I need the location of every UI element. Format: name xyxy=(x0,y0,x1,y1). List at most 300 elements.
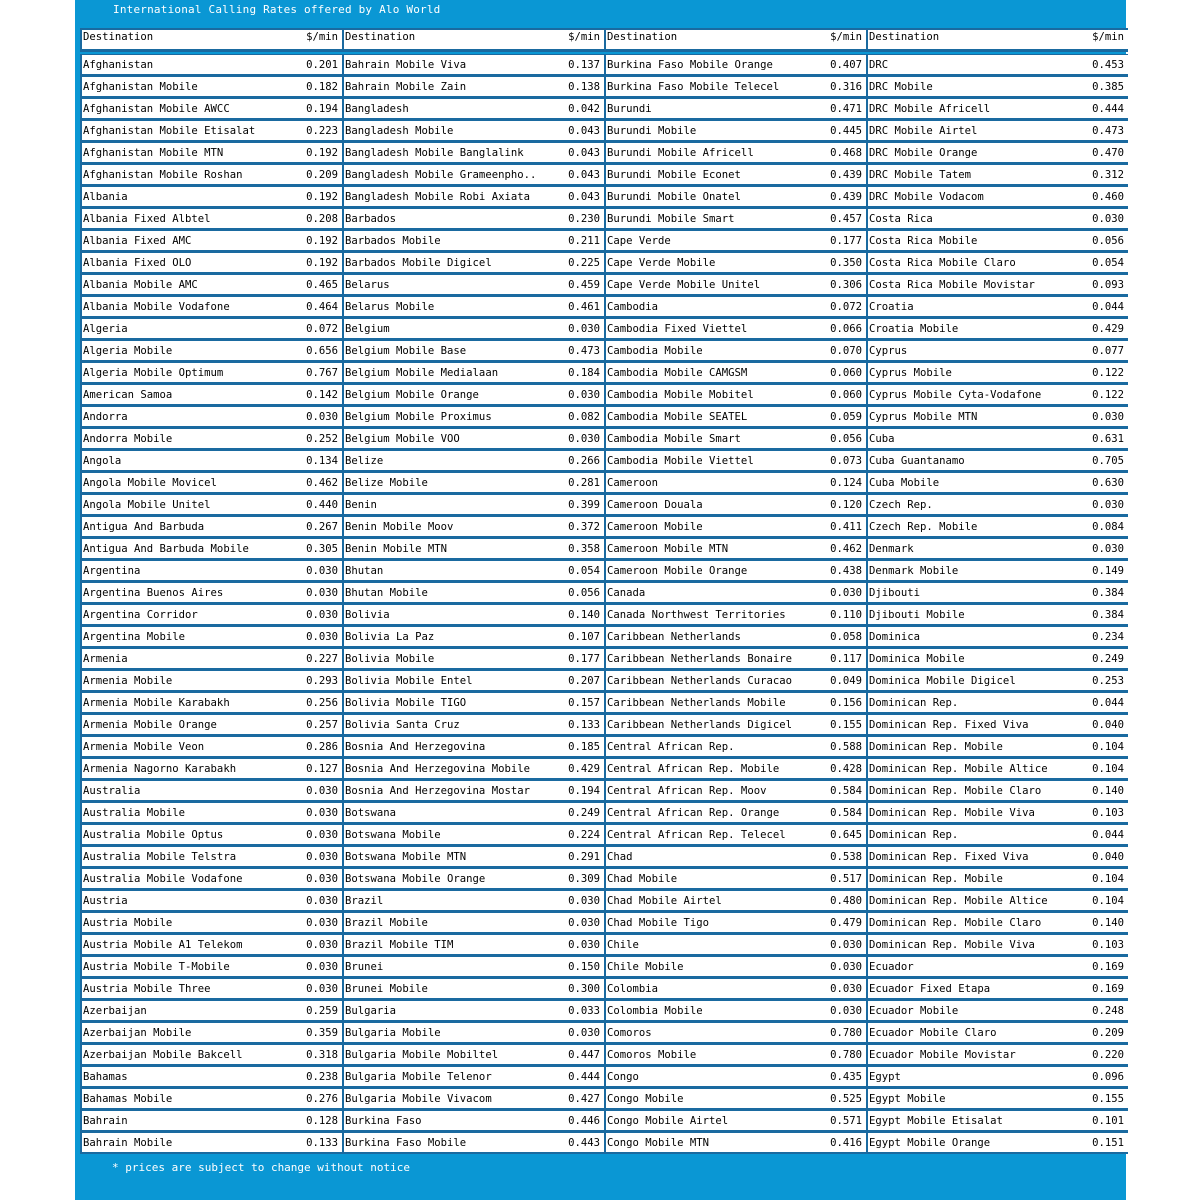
table-row xyxy=(80,384,342,406)
destination-cell: Argentina Buenos Aires xyxy=(83,586,224,599)
rate-cell: 0.440 xyxy=(306,498,338,511)
table-row xyxy=(604,780,866,802)
table-row xyxy=(342,670,604,692)
destination-cell: Bolivia Mobile TIGO xyxy=(345,696,467,709)
table-row xyxy=(80,516,342,538)
destination-cell: Bulgaria Mobile Telenor xyxy=(345,1070,492,1083)
table-row xyxy=(342,450,604,472)
rate-cell: 0.142 xyxy=(306,388,338,401)
rate-cell: 0.588 xyxy=(830,740,862,753)
destination-cell: Ecuador Fixed Etapa xyxy=(869,982,991,995)
table-row xyxy=(342,736,604,758)
table-row xyxy=(80,406,342,428)
table-row xyxy=(604,956,866,978)
table-row xyxy=(80,714,342,736)
table-row xyxy=(604,846,866,868)
table-row xyxy=(342,406,604,428)
rate-cell: 0.429 xyxy=(1092,322,1124,335)
table-row xyxy=(342,186,604,208)
destination-cell: Brazil Mobile xyxy=(345,916,428,929)
table-row xyxy=(866,252,1128,274)
destination-cell: Austria Mobile Three xyxy=(83,982,211,995)
destination-cell: Ecuador xyxy=(869,960,914,973)
rate-cell: 0.150 xyxy=(568,960,600,973)
table-row xyxy=(866,912,1128,934)
rate-cell: 0.459 xyxy=(568,278,600,291)
rate-cell: 0.128 xyxy=(306,1114,338,1127)
table-row xyxy=(866,1110,1128,1132)
rate-cell: 0.072 xyxy=(830,300,862,313)
table-row xyxy=(342,76,604,98)
rate-cell: 0.439 xyxy=(830,190,862,203)
destination-cell: Comoros xyxy=(607,1026,652,1039)
table-row xyxy=(80,582,342,604)
rate-cell: 0.040 xyxy=(1092,718,1124,731)
destination-cell: Argentina Corridor xyxy=(83,608,198,621)
table-row xyxy=(866,1022,1128,1044)
table-row xyxy=(342,868,604,890)
rate-cell: 0.043 xyxy=(568,168,600,181)
table-row xyxy=(80,626,342,648)
rate-cell: 0.030 xyxy=(306,894,338,907)
destination-cell: Bahamas xyxy=(83,1070,128,1083)
destination-cell: Armenia Mobile Veon xyxy=(83,740,205,753)
rate-cell: 0.443 xyxy=(568,1136,600,1149)
rate-cell: 0.445 xyxy=(830,124,862,137)
destination-cell: Congo Mobile Airtel xyxy=(607,1114,729,1127)
rate-cell: 0.122 xyxy=(1092,366,1124,379)
destination-cell: Egypt Mobile Etisalat xyxy=(869,1114,1003,1127)
rate-cell: 0.140 xyxy=(1092,784,1124,797)
table-row xyxy=(80,1110,342,1132)
destination-cell: Brazil Mobile TIM xyxy=(345,938,454,951)
table-row xyxy=(342,802,604,824)
rate-cell: 0.030 xyxy=(568,938,600,951)
rate-cell: 0.429 xyxy=(568,762,600,775)
destination-cell: Belgium Mobile Orange xyxy=(345,388,479,401)
table-row xyxy=(604,274,866,296)
destination-cell: Belgium Mobile Proximus xyxy=(345,410,492,423)
destination-cell: Bahamas Mobile xyxy=(83,1092,173,1105)
table-row xyxy=(866,956,1128,978)
table-row xyxy=(866,1088,1128,1110)
rate-cell: 0.316 xyxy=(830,80,862,93)
table-row xyxy=(342,780,604,802)
destination-cell: Burkina Faso xyxy=(345,1114,422,1127)
rate-cell: 0.103 xyxy=(1092,806,1124,819)
rate-cell: 0.631 xyxy=(1092,432,1124,445)
rate-cell: 0.043 xyxy=(568,190,600,203)
destination-cell: Dominican Rep. Mobile xyxy=(869,740,1003,753)
table-row xyxy=(80,1000,342,1022)
table-row xyxy=(342,758,604,780)
table-row xyxy=(604,384,866,406)
table-row xyxy=(342,956,604,978)
table-row xyxy=(604,868,866,890)
destination-cell: Bahrain Mobile Zain xyxy=(345,80,467,93)
page-title: International Calling Rates offered by Alo World xyxy=(113,3,441,16)
rate-cell: 0.054 xyxy=(1092,256,1124,269)
rate-cell: 0.276 xyxy=(306,1092,338,1105)
destination-cell: Afghanistan Mobile Roshan xyxy=(83,168,243,181)
table-row xyxy=(604,560,866,582)
rate-cell: 0.281 xyxy=(568,476,600,489)
destination-cell: Dominican Rep. xyxy=(869,696,959,709)
table-row xyxy=(80,98,342,120)
rate-cell: 0.030 xyxy=(568,1026,600,1039)
table-row xyxy=(604,582,866,604)
table-row xyxy=(342,472,604,494)
table-row xyxy=(80,296,342,318)
destination-cell: Algeria Mobile xyxy=(83,344,173,357)
rate-cell: 0.140 xyxy=(568,608,600,621)
destination-cell: Croatia xyxy=(869,300,914,313)
table-row xyxy=(342,582,604,604)
destination-cell: Egypt Mobile Orange xyxy=(869,1136,991,1149)
destination-cell: Dominican Rep. Mobile Claro xyxy=(869,916,1042,929)
table-row xyxy=(80,604,342,626)
rate-cell: 0.192 xyxy=(306,146,338,159)
table-row xyxy=(866,1044,1128,1066)
table-row xyxy=(604,428,866,450)
rate-cell: 0.266 xyxy=(568,454,600,467)
table-row xyxy=(80,164,342,186)
table-row xyxy=(604,318,866,340)
table-row xyxy=(80,142,342,164)
table-row xyxy=(80,758,342,780)
table-row xyxy=(342,1000,604,1022)
rate-cell: 0.030 xyxy=(830,938,862,951)
destination-cell: Colombia xyxy=(607,982,659,995)
destination-cell: Cyprus Mobile Cyta-Vodafone xyxy=(869,388,1042,401)
rate-cell: 0.060 xyxy=(830,388,862,401)
destination-cell: Djibouti Mobile xyxy=(869,608,965,621)
destination-cell: Denmark xyxy=(869,542,914,555)
table-row xyxy=(604,670,866,692)
rate-cell: 0.030 xyxy=(830,960,862,973)
rate-cell: 0.093 xyxy=(1092,278,1124,291)
destination-cell: Burkina Faso Mobile Telecel xyxy=(607,80,780,93)
destination-cell: Barbados Mobile Digicel xyxy=(345,256,492,269)
rate-cell: 0.030 xyxy=(306,960,338,973)
destination-cell: Dominican Rep. Fixed Viva xyxy=(869,850,1029,863)
rate-cell: 0.140 xyxy=(1092,916,1124,929)
rates-panel xyxy=(75,0,1126,1200)
rate-cell: 0.156 xyxy=(830,696,862,709)
header-destination: Destination xyxy=(83,31,154,43)
table-row xyxy=(866,98,1128,120)
destination-cell: Botswana Mobile Orange xyxy=(345,872,486,885)
table-row xyxy=(80,428,342,450)
destination-cell: Dominican Rep. Fixed Viva xyxy=(869,718,1029,731)
table-row xyxy=(866,164,1128,186)
rate-cell: 0.453 xyxy=(1092,58,1124,71)
table-row xyxy=(80,538,342,560)
table-row xyxy=(604,1044,866,1066)
destination-cell: Bolivia Mobile xyxy=(345,652,435,665)
destination-cell: Dominican Rep. xyxy=(869,828,959,841)
destination-cell: Dominica Mobile Digicel xyxy=(869,674,1016,687)
table-row xyxy=(604,692,866,714)
destination-cell: Barbados Mobile xyxy=(345,234,441,247)
table-row xyxy=(80,362,342,384)
rate-cell: 0.525 xyxy=(830,1092,862,1105)
table-row xyxy=(604,824,866,846)
destination-cell: Cambodia Mobile xyxy=(607,344,703,357)
table-row xyxy=(604,142,866,164)
table-header xyxy=(342,28,604,52)
destination-cell: Benin Mobile Moov xyxy=(345,520,454,533)
rate-cell: 0.470 xyxy=(1092,146,1124,159)
rate-cell: 0.030 xyxy=(830,982,862,995)
rate-cell: 0.030 xyxy=(306,850,338,863)
table-row xyxy=(604,934,866,956)
header-destination: Destination xyxy=(869,31,940,43)
rate-cell: 0.122 xyxy=(1092,388,1124,401)
destination-cell: Barbados xyxy=(345,212,397,225)
table-row xyxy=(866,824,1128,846)
destination-cell: Dominica xyxy=(869,630,921,643)
rate-cell: 0.030 xyxy=(306,982,338,995)
destination-cell: Dominican Rep. Mobile Viva xyxy=(869,806,1035,819)
rate-cell: 0.137 xyxy=(568,58,600,71)
rate-cell: 0.040 xyxy=(1092,850,1124,863)
rate-cell: 0.438 xyxy=(830,564,862,577)
table-row xyxy=(866,362,1128,384)
destination-cell: Ecuador Mobile xyxy=(869,1004,959,1017)
table-row xyxy=(866,780,1128,802)
destination-cell: Brunei xyxy=(345,960,384,973)
table-header xyxy=(80,28,342,52)
table-row xyxy=(80,472,342,494)
rate-cell: 0.030 xyxy=(306,938,338,951)
destination-cell: Burkina Faso Mobile xyxy=(345,1136,467,1149)
destination-cell: Antigua And Barbuda xyxy=(83,520,205,533)
table-row xyxy=(604,186,866,208)
rate-cell: 0.030 xyxy=(306,806,338,819)
table-row xyxy=(604,802,866,824)
destination-cell: Armenia Mobile xyxy=(83,674,173,687)
table-row xyxy=(80,1022,342,1044)
table-row xyxy=(342,428,604,450)
rate-cell: 0.259 xyxy=(306,1004,338,1017)
rate-cell: 0.084 xyxy=(1092,520,1124,533)
table-row xyxy=(866,604,1128,626)
rate-cell: 0.082 xyxy=(568,410,600,423)
table-row xyxy=(80,76,342,98)
destination-cell: Bulgaria Mobile xyxy=(345,1026,441,1039)
destination-cell: Benin Mobile MTN xyxy=(345,542,448,555)
destination-cell: Central African Rep. xyxy=(607,740,735,753)
destination-cell: Caribbean Netherlands xyxy=(607,630,741,643)
table-row xyxy=(604,230,866,252)
rate-cell: 0.103 xyxy=(1092,938,1124,951)
table-row xyxy=(342,604,604,626)
rate-cell: 0.211 xyxy=(568,234,600,247)
rate-cell: 0.427 xyxy=(568,1092,600,1105)
rate-cell: 0.054 xyxy=(568,564,600,577)
destination-cell: Congo xyxy=(607,1070,639,1083)
rate-cell: 0.435 xyxy=(830,1070,862,1083)
destination-cell: Albania Fixed OLO xyxy=(83,256,192,269)
rate-cell: 0.584 xyxy=(830,806,862,819)
rate-cell: 0.104 xyxy=(1092,872,1124,885)
destination-cell: Burundi Mobile Africell xyxy=(607,146,754,159)
destination-cell: Azerbaijan xyxy=(83,1004,147,1017)
destination-cell: Afghanistan Mobile xyxy=(83,80,198,93)
table-row xyxy=(342,1088,604,1110)
table-row xyxy=(80,912,342,934)
rate-cell: 0.104 xyxy=(1092,740,1124,753)
destination-cell: Cape Verde xyxy=(607,234,671,247)
rate-cell: 0.293 xyxy=(306,674,338,687)
header-rate: $/min xyxy=(568,31,600,43)
destination-cell: Chad Mobile Airtel xyxy=(607,894,722,907)
rates-columns xyxy=(80,28,1126,1154)
destination-cell: Armenia Mobile Karabakh xyxy=(83,696,230,709)
destination-cell: Bolivia La Paz xyxy=(345,630,435,643)
destination-cell: Austria Mobile T-Mobile xyxy=(83,960,230,973)
rate-cell: 0.207 xyxy=(568,674,600,687)
destination-cell: Ecuador Mobile Claro xyxy=(869,1026,997,1039)
rate-cell: 0.192 xyxy=(306,234,338,247)
destination-cell: Belize Mobile xyxy=(345,476,428,489)
table-row xyxy=(866,736,1128,758)
destination-cell: Bulgaria Mobile Mobiltel xyxy=(345,1048,499,1061)
destination-cell: Cyprus xyxy=(869,344,908,357)
destination-cell: Burkina Faso Mobile Orange xyxy=(607,58,773,71)
table-row xyxy=(604,648,866,670)
table-row xyxy=(342,362,604,384)
destination-cell: Belgium xyxy=(345,322,390,335)
destination-cell: Azerbaijan Mobile xyxy=(83,1026,192,1039)
table-row xyxy=(342,560,604,582)
destination-cell: Austria Mobile A1 Telekom xyxy=(83,938,243,951)
rate-cell: 0.044 xyxy=(1092,300,1124,313)
destination-cell: Andorra Mobile xyxy=(83,432,173,445)
destination-cell: Chile Mobile xyxy=(607,960,684,973)
table-row xyxy=(342,54,604,76)
rate-cell: 0.480 xyxy=(830,894,862,907)
destination-cell: Denmark Mobile xyxy=(869,564,959,577)
rate-cell: 0.110 xyxy=(830,608,862,621)
table-row xyxy=(80,802,342,824)
rate-cell: 0.043 xyxy=(568,124,600,137)
table-row xyxy=(80,890,342,912)
table-row xyxy=(866,340,1128,362)
rate-cell: 0.056 xyxy=(1092,234,1124,247)
rate-cell: 0.473 xyxy=(1092,124,1124,137)
destination-cell: Austria Mobile xyxy=(83,916,173,929)
destination-cell: Dominican Rep. Mobile Altice xyxy=(869,762,1048,775)
destination-cell: Belarus xyxy=(345,278,390,291)
rate-cell: 0.645 xyxy=(830,828,862,841)
rate-cell: 0.300 xyxy=(568,982,600,995)
destination-cell: Central African Rep. Moov xyxy=(607,784,767,797)
destination-cell: Canada Northwest Territories xyxy=(607,608,786,621)
table-row xyxy=(342,1044,604,1066)
table-row xyxy=(866,230,1128,252)
table-row xyxy=(80,230,342,252)
table-row xyxy=(866,1066,1128,1088)
destination-cell: DRC Mobile Vodacom xyxy=(869,190,984,203)
rate-cell: 0.030 xyxy=(306,916,338,929)
rate-cell: 0.249 xyxy=(568,806,600,819)
destination-cell: Cuba Guantanamo xyxy=(869,454,965,467)
table-row xyxy=(866,516,1128,538)
rate-cell: 0.234 xyxy=(1092,630,1124,643)
destination-cell: Burundi xyxy=(607,102,652,115)
table-row xyxy=(342,714,604,736)
destination-cell: Bolivia xyxy=(345,608,390,621)
rate-cell: 0.030 xyxy=(306,828,338,841)
destination-cell: Angola Mobile Movicel xyxy=(83,476,217,489)
table-row xyxy=(80,648,342,670)
table-row xyxy=(80,868,342,890)
table-header xyxy=(866,28,1128,52)
destination-cell: Angola xyxy=(83,454,122,467)
rate-cell: 0.060 xyxy=(830,366,862,379)
rate-cell: 0.252 xyxy=(306,432,338,445)
table-row xyxy=(342,692,604,714)
table-row xyxy=(342,538,604,560)
rate-cell: 0.182 xyxy=(306,80,338,93)
destination-cell: Colombia Mobile xyxy=(607,1004,703,1017)
rate-cell: 0.318 xyxy=(306,1048,338,1061)
destination-cell: Cuba xyxy=(869,432,895,445)
destination-cell: Botswana xyxy=(345,806,397,819)
rate-cell: 0.177 xyxy=(830,234,862,247)
destination-cell: Cambodia Mobile Smart xyxy=(607,432,741,445)
header-rate: $/min xyxy=(830,31,862,43)
destination-cell: Cape Verde Mobile xyxy=(607,256,716,269)
rate-cell: 0.042 xyxy=(568,102,600,115)
destination-cell: Bosnia And Herzegovina Mobile xyxy=(345,762,530,775)
table-row xyxy=(342,648,604,670)
rate-cell: 0.238 xyxy=(306,1070,338,1083)
rate-cell: 0.030 xyxy=(568,916,600,929)
rate-cell: 0.134 xyxy=(306,454,338,467)
destination-cell: Czech Rep. Mobile xyxy=(869,520,978,533)
rate-cell: 0.385 xyxy=(1092,80,1124,93)
rate-cell: 0.305 xyxy=(306,542,338,555)
table-row xyxy=(80,54,342,76)
rates-column-3 xyxy=(604,28,866,1154)
destination-cell: Cambodia Mobile Viettel xyxy=(607,454,754,467)
destination-cell: Cambodia Mobile Mobitel xyxy=(607,388,754,401)
rate-cell: 0.248 xyxy=(1092,1004,1124,1017)
rate-cell: 0.073 xyxy=(830,454,862,467)
table-row xyxy=(80,1066,342,1088)
destination-cell: Cyprus Mobile MTN xyxy=(869,410,978,423)
destination-cell: Central African Rep. Mobile xyxy=(607,762,780,775)
rates-column-1 xyxy=(80,28,342,1154)
rate-cell: 0.127 xyxy=(306,762,338,775)
destination-cell: Bangladesh Mobile Banglalink xyxy=(345,146,524,159)
rate-cell: 0.043 xyxy=(568,146,600,159)
rate-cell: 0.428 xyxy=(830,762,862,775)
destination-cell: Australia Mobile xyxy=(83,806,186,819)
table-row xyxy=(866,626,1128,648)
rate-cell: 0.133 xyxy=(306,1136,338,1149)
table-row xyxy=(80,956,342,978)
rate-cell: 0.249 xyxy=(1092,652,1124,665)
rate-cell: 0.223 xyxy=(306,124,338,137)
destination-cell: Canada xyxy=(607,586,646,599)
table-row xyxy=(604,362,866,384)
destination-cell: Caribbean Netherlands Bonaire xyxy=(607,652,792,665)
rate-cell: 0.030 xyxy=(568,388,600,401)
